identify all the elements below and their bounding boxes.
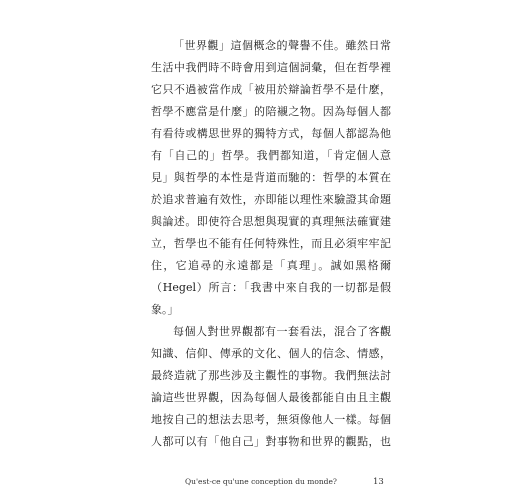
text-line: 人都可以有「他自己」對事物和世界的觀點，也: [151, 435, 391, 448]
text-line: 最終造就了那些涉及主觀性的事物。我們無法討: [151, 369, 391, 382]
body-text: [151, 35, 391, 453]
text-line: 於追求普遍有效性，亦即能以理性來驗證其命題: [151, 193, 391, 206]
text-line: 見」與哲學的本性是背道而馳的：哲學的本質在: [151, 171, 391, 184]
text-line: 「世界觀」這個概念的聲譽不佳。雖然日常: [173, 39, 391, 52]
text-line: 立，哲學也不能有任何特殊性，而且必須牢牢記: [151, 237, 391, 250]
page-footer: [0, 475, 520, 489]
text-line: 與論述。即使符合思想與現實的真理無法確實建: [151, 215, 391, 228]
text-line: 哲學不應當是什麼」的陪襯之物。因為每個人都: [151, 105, 391, 118]
text-line: （Hegel）所言：「我書中來自我的一切都是假: [151, 281, 391, 294]
text-line: 生活中我們時不時會用到這個詞彙，但在哲學裡: [151, 61, 391, 74]
text-line: 住，它追尋的永遠都是「真理」。誠如黑格爾: [151, 259, 391, 272]
page-number: 13: [373, 477, 384, 487]
running-title: Qu'est-ce qu'une conception du monde?: [185, 477, 337, 486]
text-line: 每個人對世界觀都有一套看法，混合了客觀: [173, 325, 391, 338]
text-line: 它只不過被當作成「被用於辯論哲學不是什麼，: [151, 83, 391, 96]
text-line: 地按自己的想法去思考，無須像他人一樣。每個: [151, 413, 391, 426]
text-line: 知識、信仰、傳承的文化、個人的信念、情感，: [151, 347, 391, 360]
text-line: 有看待或構思世界的獨特方式，每個人都認為他: [151, 127, 391, 140]
text-line: 論這些世界觀，因為每個人最後都能自由且主觀: [151, 391, 391, 404]
text-line: 象。」: [151, 303, 179, 316]
text-line: 有「自己的」哲學。我們都知道，「肯定個人意: [151, 149, 391, 162]
